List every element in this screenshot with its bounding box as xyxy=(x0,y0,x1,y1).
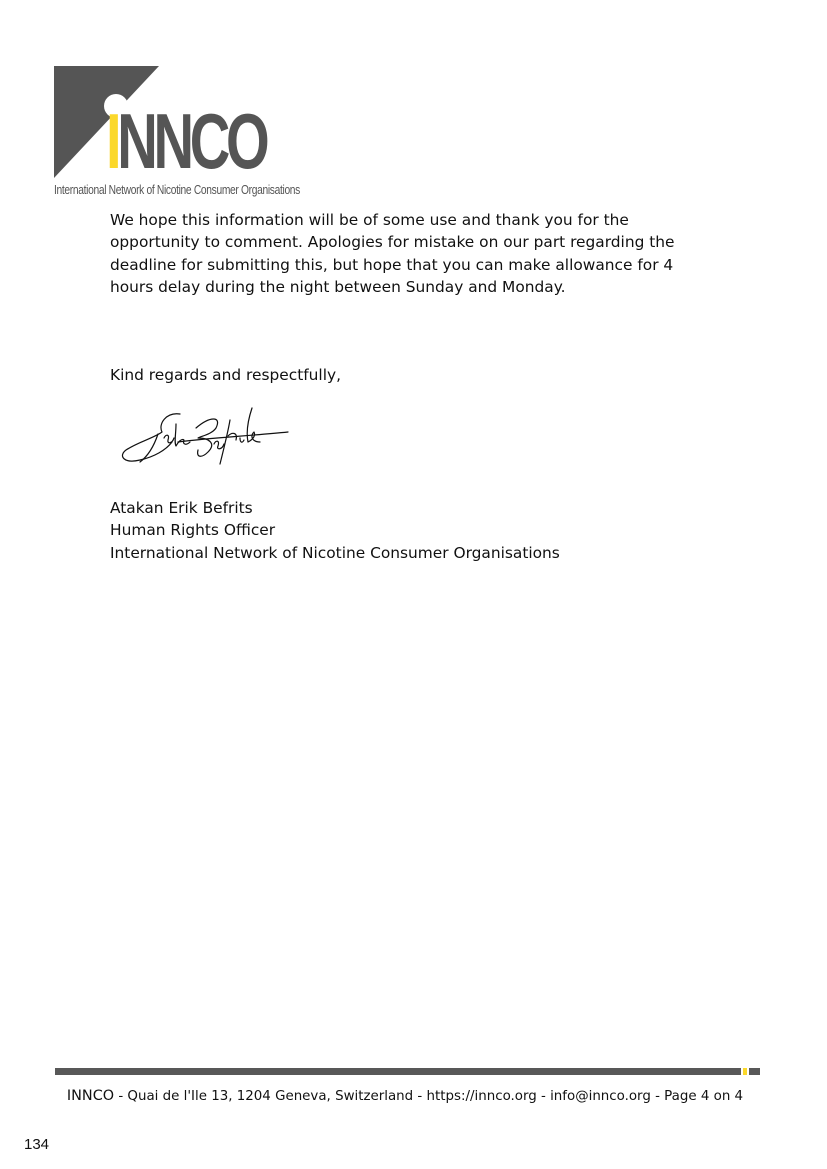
letter-body: We hope this information will be of some use and thank you for the opportunity to comment. Apologies for mistake on our part regarding the deadline for submitting this, but hope that you can make allowance for 4 hours delay during the night between Sunday and Monday. xyxy=(110,211,675,296)
logo-wordmark: INNCO xyxy=(106,97,266,185)
footer-divider xyxy=(55,1068,741,1075)
footer-address xyxy=(0,1088,810,1104)
logo-tagline: International Network of Nicotine Consumer Organisations xyxy=(54,183,300,197)
handwritten-signature-icon xyxy=(118,402,293,472)
footer-accent-mark xyxy=(743,1068,747,1075)
signer-title: Human Rights Officer xyxy=(110,521,276,540)
innco-logo xyxy=(54,66,314,198)
signer-organisation: International Network of Nicotine Consumer Organisations xyxy=(110,543,560,562)
footer-details: - Quai de l'Ile 13, 1204 Geneva, Switzerland - https://innco.org - info@innco.org - Page 4 on 4 xyxy=(114,1089,744,1104)
page-number: 134 xyxy=(24,1136,50,1153)
footer-divider-end xyxy=(749,1068,760,1075)
signer-block xyxy=(110,497,720,564)
signer-name: Atakan Erik Befrits xyxy=(110,499,253,517)
letter-closing: Kind regards and respectfully, xyxy=(110,366,341,384)
footer-org: INNCO xyxy=(66,1088,115,1104)
